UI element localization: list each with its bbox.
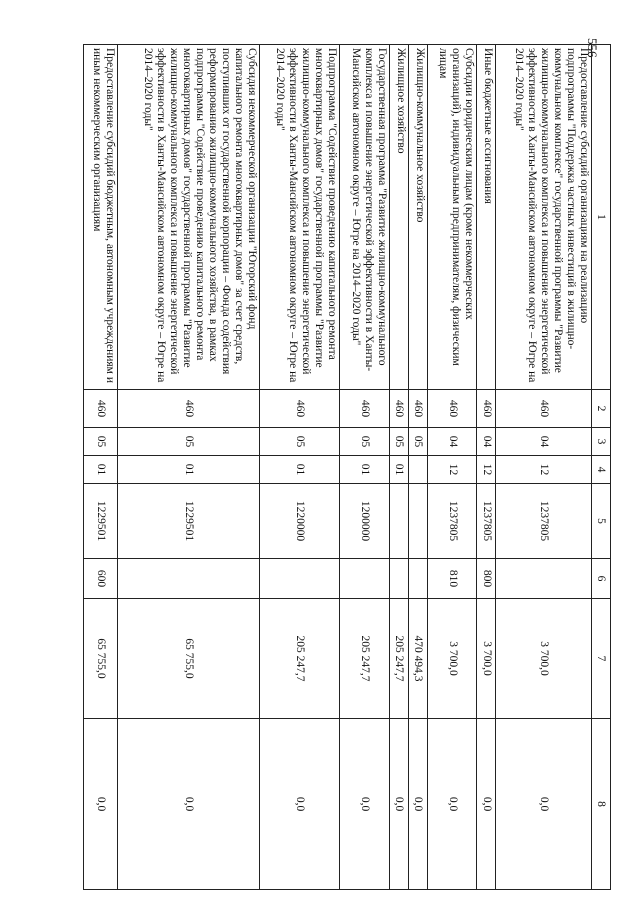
cell-ministry: 460: [408, 390, 427, 428]
cell-expense-type: 600: [84, 559, 118, 599]
cell-section: 04: [477, 428, 496, 456]
cell-section: 05: [118, 428, 260, 456]
budget-table: [83, 44, 611, 890]
table-row: [477, 45, 496, 890]
cell-section: 04: [496, 428, 592, 456]
page-number: 556: [585, 38, 600, 58]
cell-amount: 65 755,0: [118, 599, 260, 719]
cell-amount-2: 0,0: [118, 719, 260, 890]
cell-target-item: 1220000: [260, 484, 340, 559]
cell-subsection: 12: [477, 456, 496, 484]
table-row: [260, 45, 340, 890]
cell-subsection: 01: [84, 456, 118, 484]
cell-target-item: 1200000: [340, 484, 390, 559]
cell-amount-2: 0,0: [260, 719, 340, 890]
row-name: Подпрограмма "Содействие проведению капитального ремонта многоквартирных домов" государственной программы "Развитие жилищно-коммунального комплекса и повышение энергетической эффективности в Ханты-Мансийском автономном округе – Югре на 2014–2020 годы": [260, 45, 340, 390]
cell-expense-type: [408, 559, 427, 599]
cell-amount: 3 700,0: [496, 599, 592, 719]
cell-section: 05: [260, 428, 340, 456]
cell-amount-2: 0,0: [84, 719, 118, 890]
row-name: Государственная программа "Развитие жилищно-коммунального комплекса и повышение энергетической эффективности в Ханты-Мансийском автономном округе – Югре на 2014–2020 годы": [340, 45, 390, 390]
cell-ministry: 460: [260, 390, 340, 428]
cell-amount: 205 247,7: [390, 599, 409, 719]
cell-ministry: 460: [84, 390, 118, 428]
cell-amount-2: 0,0: [477, 719, 496, 890]
cell-section: 05: [408, 428, 427, 456]
cell-target-item: 1229501: [84, 484, 118, 559]
cell-amount: 65 755,0: [84, 599, 118, 719]
cell-subsection: 12: [496, 456, 592, 484]
cell-amount-2: 0,0: [496, 719, 592, 890]
cell-section: 05: [390, 428, 409, 456]
cell-amount: 3 700,0: [477, 599, 496, 719]
table-row: [496, 45, 592, 890]
cell-amount-2: 0,0: [390, 719, 409, 890]
cell-expense-type: [340, 559, 390, 599]
table-row: [118, 45, 260, 890]
cell-target-item: [390, 484, 409, 559]
cell-target-item: 1237805: [496, 484, 592, 559]
table-row: [84, 45, 118, 890]
header-col-3: 3: [592, 428, 611, 456]
cell-ministry: 460: [118, 390, 260, 428]
row-name: Предоставление субсидий организациям на реализацию подпрограммы "Поддержка частных инвестиций в жилищно-коммунальном комплексе" государственной программы "Развитие жилищно-коммунального комплекса и повышение энергетической эффективности в Ханты-Мансийском автономном округе – Югре на 2014–2020 годы": [496, 45, 592, 390]
table-row: [427, 45, 477, 890]
table-row: [390, 45, 409, 890]
header-col-7: 7: [592, 599, 611, 719]
cell-subsection: [408, 456, 427, 484]
header-col-4: 4: [592, 456, 611, 484]
cell-expense-type: [496, 559, 592, 599]
cell-subsection: 01: [340, 456, 390, 484]
cell-ministry: 460: [427, 390, 477, 428]
row-name: Субсидии юридическим лицам (кроме некоммерческих организаций), индивидуальным предпринимателям, физическим лицам: [427, 45, 477, 390]
cell-ministry: 460: [477, 390, 496, 428]
row-name: Жилищное хозяйство: [390, 45, 409, 390]
cell-expense-type: [118, 559, 260, 599]
header-row: [592, 45, 611, 890]
cell-target-item: 1237805: [427, 484, 477, 559]
cell-subsection: 12: [427, 456, 477, 484]
table-row: [340, 45, 390, 890]
cell-ministry: 460: [496, 390, 592, 428]
table-row: [408, 45, 427, 890]
cell-section: 04: [427, 428, 477, 456]
cell-amount: 205 247,7: [340, 599, 390, 719]
cell-amount-2: 0,0: [340, 719, 390, 890]
cell-target-item: [408, 484, 427, 559]
header-col-1: 1: [592, 45, 611, 390]
cell-section: 05: [340, 428, 390, 456]
row-name: Предоставление субсидий бюджетным, автономным учреждениям и иным некоммерческим организациям: [84, 45, 118, 390]
cell-amount: 470 494,3: [408, 599, 427, 719]
cell-subsection: 01: [390, 456, 409, 484]
header-col-2: 2: [592, 390, 611, 428]
cell-amount: 205 247,7: [260, 599, 340, 719]
header-col-8: 8: [592, 719, 611, 890]
header-col-5: 5: [592, 484, 611, 559]
row-name: Субсидия некоммерческой организации "Югорский фонд капитального ремонта многоквартирных домов" за счет средств, поступивших от государственной корпорации – Фонда содействия реформированию жилищно-коммунального хозяйства, в рамках подпрограммы "Содействие проведению капитального ремонта многоквартирных домов" государственной программы "Развитие жилищно-коммунального комплекса и повышение энергетической эффективности в Ханты-Мансийском автономном округе – Югре на 2014–2020 годы": [118, 45, 260, 390]
cell-amount-2: 0,0: [427, 719, 477, 890]
row-name: Жилищно-коммунальное хозяйство: [408, 45, 427, 390]
cell-ministry: 460: [390, 390, 409, 428]
cell-target-item: 1229501: [118, 484, 260, 559]
cell-expense-type: [260, 559, 340, 599]
cell-amount: 3 700,0: [427, 599, 477, 719]
budget-table-sheet: [83, 44, 611, 889]
cell-subsection: 01: [260, 456, 340, 484]
cell-expense-type: [390, 559, 409, 599]
cell-expense-type: 800: [477, 559, 496, 599]
cell-subsection: 01: [118, 456, 260, 484]
cell-section: 05: [84, 428, 118, 456]
header-col-6: 6: [592, 559, 611, 599]
row-name: Иные бюджетные ассигнования: [477, 45, 496, 390]
cell-ministry: 460: [340, 390, 390, 428]
cell-expense-type: 810: [427, 559, 477, 599]
cell-target-item: 1237805: [477, 484, 496, 559]
cell-amount-2: 0,0: [408, 719, 427, 890]
